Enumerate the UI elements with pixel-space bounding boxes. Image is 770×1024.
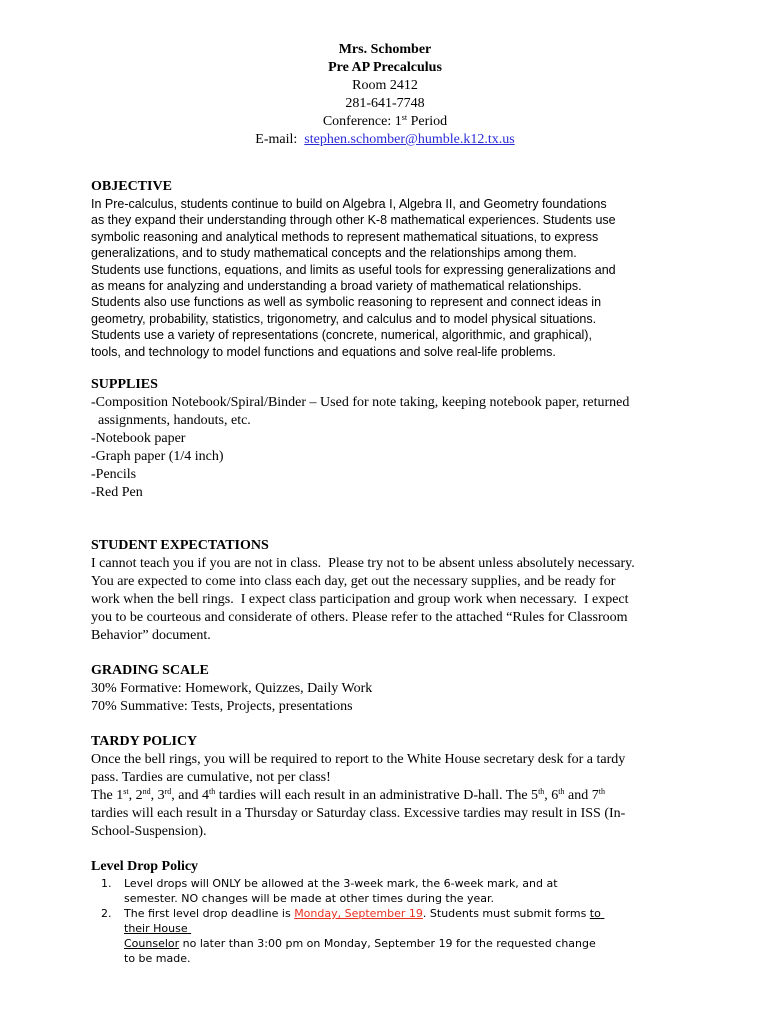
objective-line: In Pre-calculus, students continue to build on Algebra I, Algebra II, and Geometry foundations xyxy=(91,197,607,211)
objective-line: symbolic reasoning and analytical methods to represent mathematical situations, to express xyxy=(91,229,599,244)
level-drop-text-part: . Students must submit forms xyxy=(422,907,590,920)
supply-item: -Graph paper (1/4 inch) xyxy=(91,449,224,464)
deadline-date: Monday, September 19 xyxy=(294,907,423,920)
supply-item: -Notebook paper xyxy=(91,431,186,446)
objective-line: Students use a variety of representations (concrete, numerical, algorithmic, and graphical), xyxy=(91,328,592,343)
email-line xyxy=(0,131,770,149)
tardy-sup: st xyxy=(123,787,129,796)
supplies-heading: SUPPLIES xyxy=(91,377,158,392)
document-header xyxy=(0,41,770,149)
grading-section xyxy=(91,662,687,716)
tardy-text: tardies will each result in an administrative D-hall. The 5 xyxy=(215,788,539,803)
grading-heading: GRADING SCALE xyxy=(91,663,209,678)
supply-item: -Red Pen xyxy=(91,485,143,500)
tardy-line: pass. Tardies are cumulative, not per class! xyxy=(91,770,331,785)
tardy-body xyxy=(91,751,691,841)
level-drop-text: semester. NO changes will be made at other times during the year. xyxy=(124,892,494,905)
list-number: 2. xyxy=(101,907,112,920)
tardy-text: , and 4 xyxy=(171,788,209,803)
supplies-section xyxy=(91,376,691,502)
tardy-line: tardies will each result in a Thursday or Saturday class. Excessive tardies may result in ISS (In- xyxy=(91,806,626,821)
objective-section xyxy=(91,178,687,360)
tardy-line xyxy=(91,787,691,805)
tardy-text: The 1 xyxy=(91,788,124,803)
supply-item: -Composition Notebook/Spiral/Binder – Used for note taking, keeping notebook paper, returned xyxy=(91,395,630,410)
grading-line: 70% Summative: Tests, Projects, presentations xyxy=(91,699,353,714)
phone-number: 281-641-7748 xyxy=(345,96,425,111)
level-drop-text xyxy=(124,921,691,936)
level-drop-text-part: The first level drop deadline is xyxy=(124,907,295,920)
tardy-sup: nd xyxy=(142,787,151,796)
tardy-sup: th xyxy=(598,787,605,796)
conference-period xyxy=(0,113,770,131)
level-drop-text: Level drops will ONLY be allowed at the 3-week mark, the 6-week mark, and at xyxy=(124,877,558,890)
tardy-sup: th xyxy=(538,787,545,796)
conference-suffix: Period xyxy=(407,114,448,129)
level-drop-item xyxy=(91,906,691,966)
objective-heading: OBJECTIVE xyxy=(91,179,172,194)
level-drop-text-part: their House xyxy=(124,922,188,935)
expectations-line: you to be courteous and considerate of others. Please refer to the attached “Rules for Classroom xyxy=(91,610,628,625)
expectations-line: work when the bell rings. I expect class participation and group work when necessary. I expect xyxy=(91,592,629,607)
level-drop-text xyxy=(124,906,691,921)
level-drop-text-part: to xyxy=(589,907,601,920)
expectations-line: I cannot teach you if you are not in class. Please try not to be absent unless absolutely necessary. xyxy=(91,556,635,571)
counselor-text: Counselor xyxy=(124,937,180,950)
tardy-sup: rd xyxy=(164,787,172,796)
tardy-line: Once the bell rings, you will be required to report to the White House secretary desk for a tardy xyxy=(91,752,626,767)
expectations-line: Behavior” document. xyxy=(91,628,211,643)
objective-line: Students use functions, equations, and limits as useful tools for expressing generalizations and xyxy=(91,262,616,277)
tardy-heading: TARDY POLICY xyxy=(91,734,198,749)
list-number: 1. xyxy=(101,877,112,890)
supplies-list xyxy=(91,394,691,502)
tardy-text: , 2 xyxy=(128,788,143,803)
objective-line: as they expand their understanding through other K-8 mathematical experiences. Students use xyxy=(91,213,616,228)
tardy-text: and 7 xyxy=(564,788,599,803)
teacher-name: Mrs. Schomber xyxy=(338,42,432,57)
objective-line: Students also use functions as well as symbolic reasoning to represent and connect ideas in xyxy=(91,295,602,310)
level-drop-text: to be made. xyxy=(124,952,191,965)
expectations-heading: STUDENT EXPECTATIONS xyxy=(91,538,269,553)
level-drop-list xyxy=(91,876,691,966)
objective-line: tools, and technology to model functions and equations and solve real-life problems. xyxy=(91,344,556,359)
grading-body xyxy=(91,680,687,716)
email-label: E-mail: xyxy=(255,132,298,147)
supply-item: -Pencils xyxy=(91,467,137,482)
level-drop-text xyxy=(124,936,691,951)
grading-line: 30% Formative: Homework, Quizzes, Daily Work xyxy=(91,681,373,696)
room-number: Room 2412 xyxy=(352,78,418,93)
expectations-body xyxy=(91,555,691,645)
tardy-text: , 6 xyxy=(544,788,559,803)
tardy-text: , 3 xyxy=(150,788,165,803)
email-link[interactable]: stephen.schomber@humble.k12.tx.us xyxy=(304,132,515,147)
objective-line: generalizations, and to study mathematical concepts and the relationships among them. xyxy=(91,246,577,261)
objective-body xyxy=(91,196,687,360)
supply-item-continued: assignments, handouts, etc. xyxy=(98,413,251,428)
tardy-sup: th xyxy=(558,787,565,796)
tardy-line: School-Suspension). xyxy=(91,824,207,839)
expectations-line: You are expected to come into class each day, get out the necessary supplies, and be ready for xyxy=(91,574,616,589)
level-drop-section xyxy=(91,858,691,966)
tardy-sup: th xyxy=(209,787,216,796)
objective-line: geometry, probability, statistics, trigonometry, and calculus and to model physical situations. xyxy=(91,311,597,326)
level-drop-item xyxy=(91,876,691,906)
conference-prefix: Conference: 1 xyxy=(322,114,402,129)
level-drop-text-part: no later than 3:00 pm on Monday, September 19 for the requested change xyxy=(179,937,596,950)
expectations-section xyxy=(91,537,691,645)
level-drop-heading: Level Drop Policy xyxy=(91,859,199,874)
objective-line: as means for analyzing and understanding a broad variety of mathematical relationships. xyxy=(91,279,582,294)
conference-sup: st xyxy=(401,113,408,122)
tardy-section xyxy=(91,733,691,841)
course-name: Pre AP Precalculus xyxy=(328,60,442,75)
